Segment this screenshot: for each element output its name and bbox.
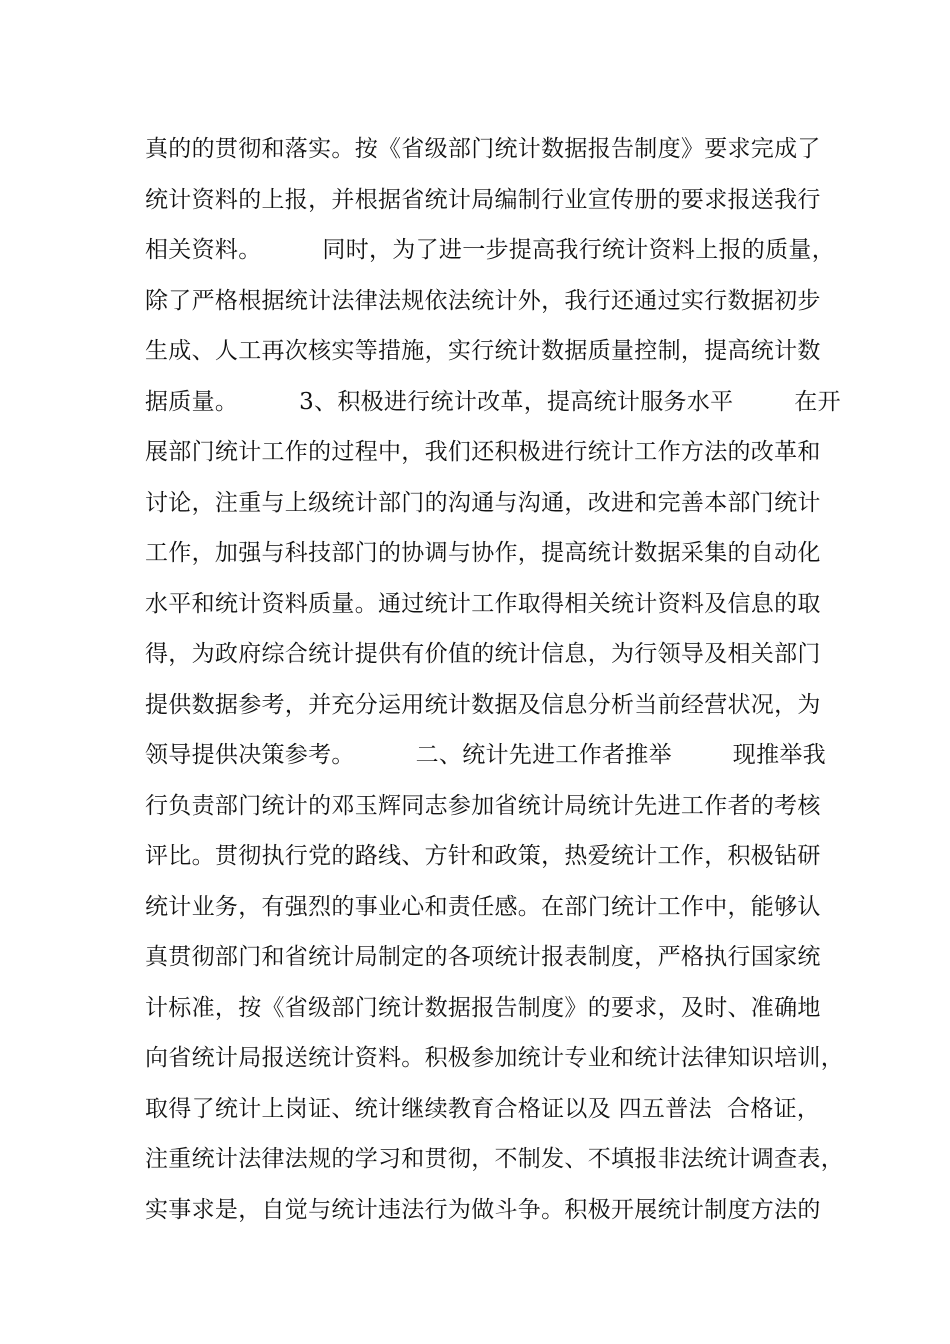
text-line-21: 注重统计法律法规的学习和贯彻，不制发、不填报非法统计调查表， [145, 1146, 844, 1172]
text-line-19: 向省统计局报送统计资料。积极参加统计专业和统计法律知识培训， [145, 1045, 844, 1071]
text-line-8: 讨论，注重与上级统计部门的沟通与沟通，改进和完善本部门统计 [145, 489, 821, 516]
text-line-10: 水平和统计资料质量。通过统计工作取得相关统计资料及信息的取 [145, 590, 821, 617]
text-line-4: 除了严格根据统计法律法规依法统计外，我行还通过实行数据初步 [145, 287, 821, 314]
text-line-9: 工作，加强与科技部门的协调与协作，提高统计数据采集的自动化 [145, 540, 821, 566]
text-line-11: 得，为政府综合统计提供有价值的统计信息，为行领导及相关部门 [145, 641, 821, 667]
text-line-22: 实事求是，自觉与统计违法行为做斗争。积极开展统计制度方法的 [145, 1196, 821, 1223]
text-line-18: 计标准，按《省级部门统计数据报告制度》的要求，及时、准确地 [145, 994, 821, 1021]
text-line-20: 取得了统计上岗证、统计继续教育合格证以及 四五普法 合格证， [145, 1095, 821, 1122]
text-line-17: 真贯彻部门和省统计局制定的各项统计报表制度，严格执行国家统 [145, 944, 821, 970]
text-line-7: 展部门统计工作的过程中，我们还积极进行统计工作方法的改革和 [145, 439, 821, 465]
body-text [145, 131, 844, 1242]
text-line-6: 据质量。 3、积极进行统计改革，提高统计服务水平 在开 [145, 388, 841, 415]
text-line-12: 提供数据参考，并充分运用统计数据及信息分析当前经营状况，为 [145, 691, 821, 718]
text-line-2: 统计资料的上报，并根据省统计局编制行业宣传册的要求报送我行 [145, 186, 821, 213]
text-line-16: 统计业务，有强烈的事业心和责任感。在部门统计工作中，能够认 [145, 893, 821, 920]
text-line-1: 真的的贯彻和落实。按《省级部门统计数据报告制度》要求完成了 [145, 136, 821, 162]
text-line-15: 评比。贯彻执行党的路线、方针和政策，热爱统计工作，积极钻研 [145, 843, 821, 869]
text-line-13: 领导提供决策参考。 二、统计先进工作者推举 现推举我 [145, 742, 826, 768]
text-line-3: 相关资料。 同时，为了进一步提高我行统计资料上报的质量， [145, 237, 835, 263]
text-line-14: 行负责部门统计的邓玉辉同志参加省统计局统计先进工作者的考核 [145, 792, 821, 819]
text-line-5: 生成、人工再次核实等措施，实行统计数据质量控制，提高统计数 [145, 338, 821, 364]
